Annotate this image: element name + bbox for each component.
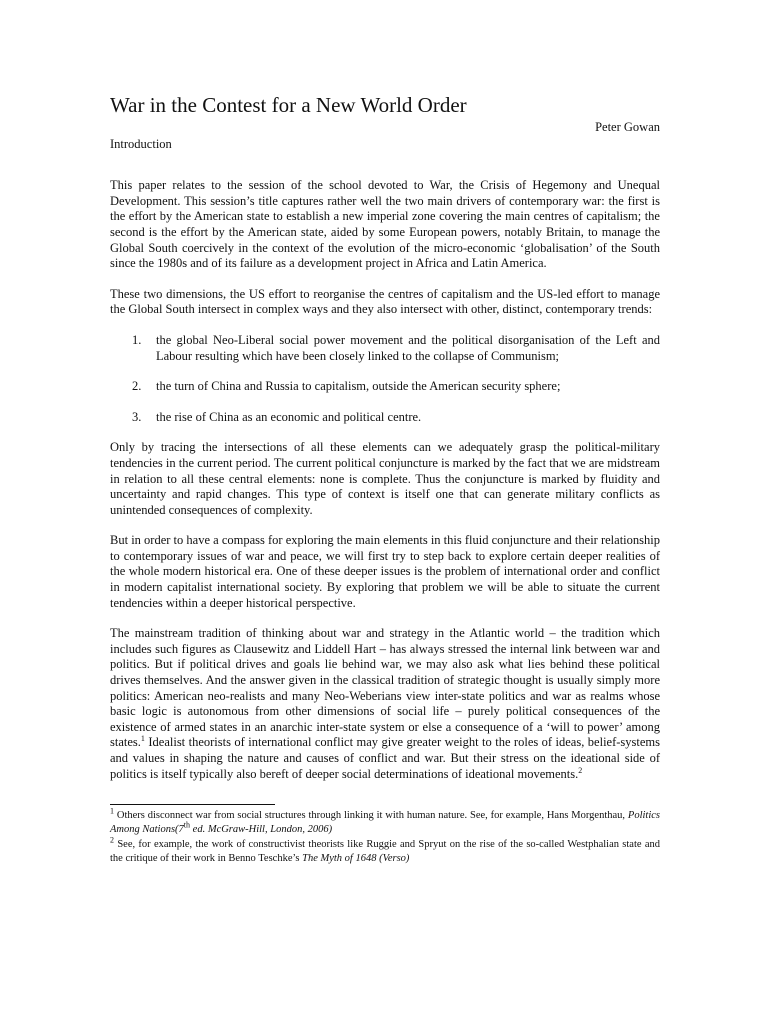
footnote-reference[interactable]: 1 — [140, 734, 145, 744]
footnote-mark: 2 — [110, 835, 114, 845]
list-item — [110, 410, 660, 426]
footnote-reference[interactable]: 2 — [578, 765, 583, 775]
paragraph: This paper relates to the session of the school devoted to War, the Crisis of Hegemony and Unequal Development. This session’s title captures rather well the two main drivers of contemporary war: the first is the effort by the American state to establish a new imperial zone covering the main centres of capitalism; the second is the effort by the American state, aided by some European powers, notably Britain, to manage the Global South coercively in the context of the evolution of the micro-economic ‘globalisation’ of the South since the 1980s and of its failure as a development project in Africa and Latin America. — [110, 178, 660, 271]
paragraph — [110, 626, 660, 782]
list-item — [110, 333, 660, 364]
list-item-text: the turn of China and Russia to capitalism, outside the American security sphere; — [156, 379, 561, 394]
footnote-citation-rest: ed. McGraw-Hill, London, 2006) — [190, 823, 333, 835]
footnote-text: See, for example, the work of constructivist theorists like Ruggie and Spryut on the rise of the so-called Westphalian state and the critique of their work in Benno Teschke’s — [110, 838, 660, 864]
footnote-citation: Politics Among Nations(7 — [110, 810, 660, 835]
list-number: 3. — [132, 409, 142, 424]
section-heading: Introduction — [110, 136, 172, 151]
footnote-divider — [110, 804, 275, 805]
list-number: 2. — [132, 379, 142, 394]
author-name: Peter Gowan — [595, 120, 660, 134]
paragraph: These two dimensions, the US effort to reorganise the centres of capitalism and the US-led effort to manage the Global South intersect in complex ways and they also intersect with other, distinct, contemporary trends: — [110, 286, 660, 317]
list-item-text: the rise of China as an economic and political centre. — [156, 409, 422, 424]
paragraph-text: The mainstream tradition of thinking about war and strategy in the Atlantic world – the tradition which includes such figures as Clausewitz and Liddell Hart – has always stressed the internal link between war and politics. But if political drives and goals lie behind war, we may also ask what lies behind these political drives themselves. And the answer given in the classical tradition of strategic thought is usually simply more politics: American neo-realists and many Neo-Weberians view inter-state politics and war as realms whose basic logic is autonomous from other dimensions of social life – purely political consequences of the existence of armed states in an anarchic inter-state system or else a consequence of a ‘will to power’ among states. — [110, 626, 660, 750]
footnote-mark: 1 — [110, 806, 114, 816]
footnote-superscript: th — [183, 820, 191, 830]
numbered-list — [110, 333, 660, 425]
footnote — [110, 835, 660, 866]
footnote-text: Others disconnect war from social structures through linking it with human nature. See, for example, Hans Morgenthau, — [116, 810, 628, 822]
list-number: 1. — [132, 332, 142, 347]
footnote — [110, 806, 660, 837]
paragraph: Only by tracing the intersections of all these elements can we adequately grasp the political-military tendencies in the current period. The current political conjuncture is marked by the fact that we are midstream in relation to all these central elements: none is complete. Thus the conjuncture is marked by fluidity and uncertainty and rapid changes. This type of context is itself one that can generate military conflicts as unintended consequences of complexity. — [110, 440, 660, 517]
document-title: War in the Contest for a New World Order — [110, 93, 467, 117]
paragraph-text: Idealist theorists of international conflict may give greater weight to the roles of ideas, belief-systems and values in shaping the nature and causes of conflict and war. But their stress on the ideational side of politics is itself typically also bereft of deeper social determinations of ideational movements. — [110, 735, 661, 781]
list-item-text: the global Neo-Liberal social power movement and the political disorganisation of the Left and Labour resulting which have been closely linked to the collapse of Communism; — [156, 332, 660, 363]
paragraph: But in order to have a compass for exploring the main elements in this fluid conjuncture and their relationship to contemporary issues of war and peace, we will first try to step back to explore certain deeper realities of the whole modern historical era. One of these deeper issues is the problem of international order and conflict in modern capitalist international society. By exploring that problem we will be able to situate the current tendencies within a deeper historical perspective. — [110, 533, 660, 610]
footnote-citation: The Myth of 1648 (Verso) — [302, 852, 410, 864]
list-item — [110, 379, 660, 395]
